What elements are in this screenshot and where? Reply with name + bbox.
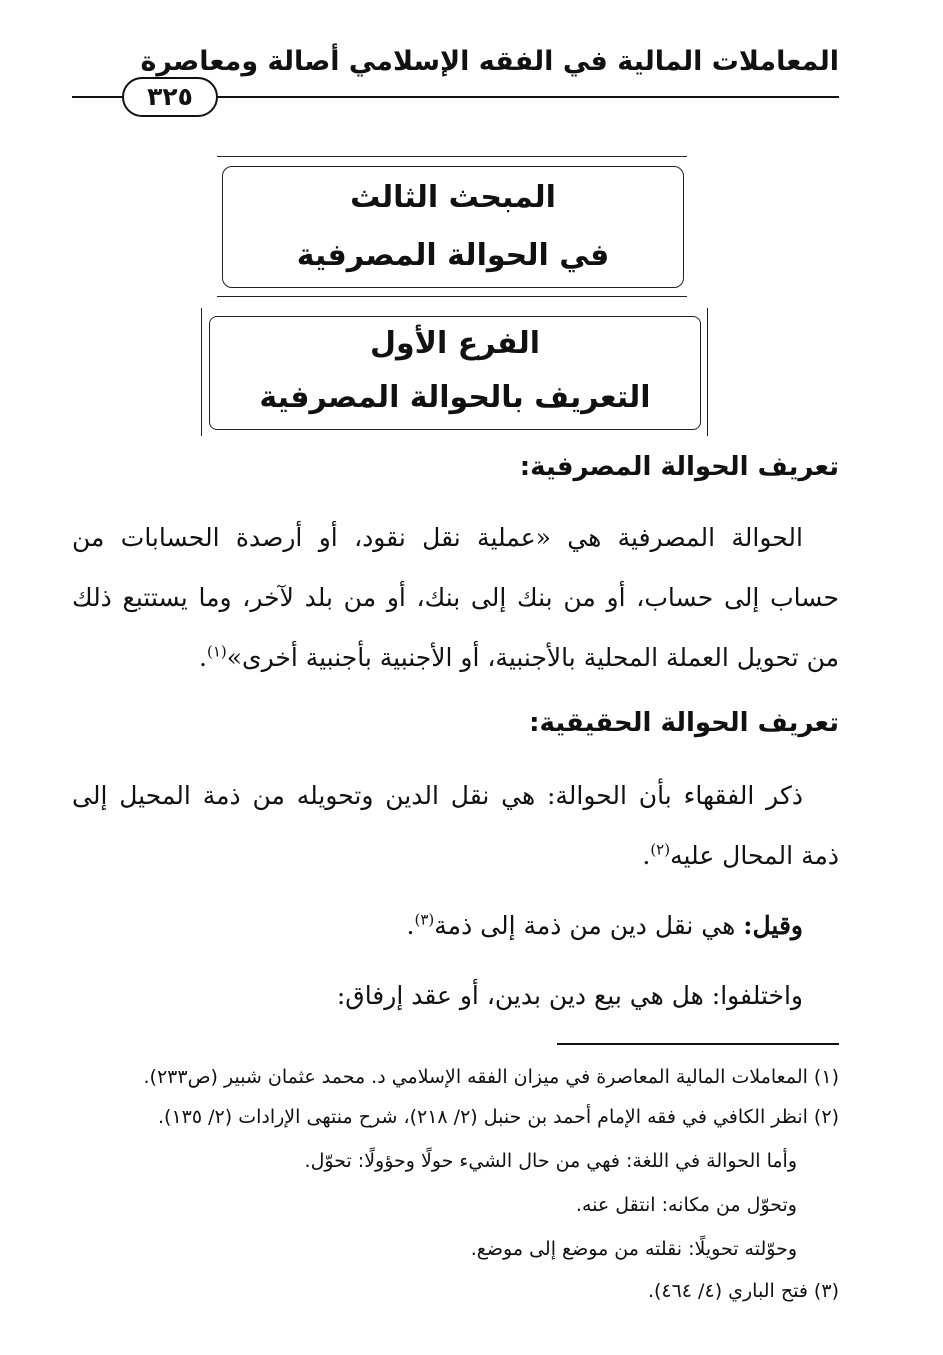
footnote-2-move: وتحوّل من مكانه: انتقل عنه. [575,1194,797,1216]
section-box-frame-left [201,308,202,436]
paragraph-alternative-lead: وقيل: [743,911,803,940]
footnote-1: (١) المعاملات المالية المعاصرة في ميزان الفقه الإسلامي د. محمد عثمان شبير (ص٢٣٣). [143,1066,839,1088]
paragraph-bank-transfer-text: الحوالة المصرفية هي «عملية نقل نقود، أو أرصدة الحسابات من حساب إلى حساب، أو من بنك إلى بنك، أو من بلد لآخر، وما يستتبع ذلك من تحويل العملة المحلية بالأجنبية، أو الأجنبية بأجنبية أخرى» [72,523,839,672]
chapter-box [222,166,684,288]
footnote-rule [557,1043,839,1045]
chapter-title: المبحث الثالث [350,180,556,215]
paragraph-alternative-text: هي نقل دين من ذمة إلى ذمة [434,911,744,940]
running-header-title: المعاملات المالية في الفقه الإسلامي أصالة ومعاصرة [140,46,839,77]
section-subtitle: التعريف بالحوالة المصرفية [259,380,651,415]
paragraph-bank-transfer-end: . [199,643,207,672]
paragraph-disagreement: واختلفوا: هل هي بيع دين بدين، أو عقد إرفاق: [336,981,803,1010]
paragraph-alternative-definition [72,896,839,956]
paragraph-real-transfer [72,766,839,886]
chapter-box-frame-top [217,156,687,157]
heading-bank-transfer-definition: تعريف الحوالة المصرفية: [519,452,839,482]
footnote-3: (٣) فتح الباري (٤/ ٤٦٤). [647,1280,839,1302]
paragraph-alternative-end: . [406,911,415,940]
footnote-ref-3: (٣) [414,910,435,929]
footnote-2-lang: وأما الحوالة في اللغة: فهي من حال الشيء حولًا وحؤولًا: تحوّل. [304,1150,797,1172]
footnote-ref-2: (٢) [650,840,671,859]
paragraph-real-transfer-text: ذكر الفقهاء بأن الحوالة: هي نقل الدين وتحويله من ذمة المحيل إلى ذمة المحال عليه [72,781,839,870]
footnote-2: (٢) انظر الكافي في فقه الإمام أحمد بن حنبل (٢/ ٢١٨)، شرح منتهى الإرادات (٢/ ١٣٥). [158,1106,839,1128]
section-box-frame-right [707,308,708,436]
page-number: ٣٢٥ [122,77,218,117]
chapter-subtitle: في الحوالة المصرفية [296,238,610,273]
footnote-ref-1: (١) [206,642,227,661]
chapter-box-frame-bottom [217,296,687,297]
section-title: الفرع الأول [369,326,541,361]
paragraph-real-transfer-end: . [642,841,651,870]
section-box [209,316,701,430]
footnote-2-transfer: وحوّلته تحويلًا: نقلته من موضع إلى موضع. [470,1238,797,1260]
heading-real-transfer-definition: تعريف الحوالة الحقيقية: [529,708,839,738]
paragraph-bank-transfer [72,508,839,688]
